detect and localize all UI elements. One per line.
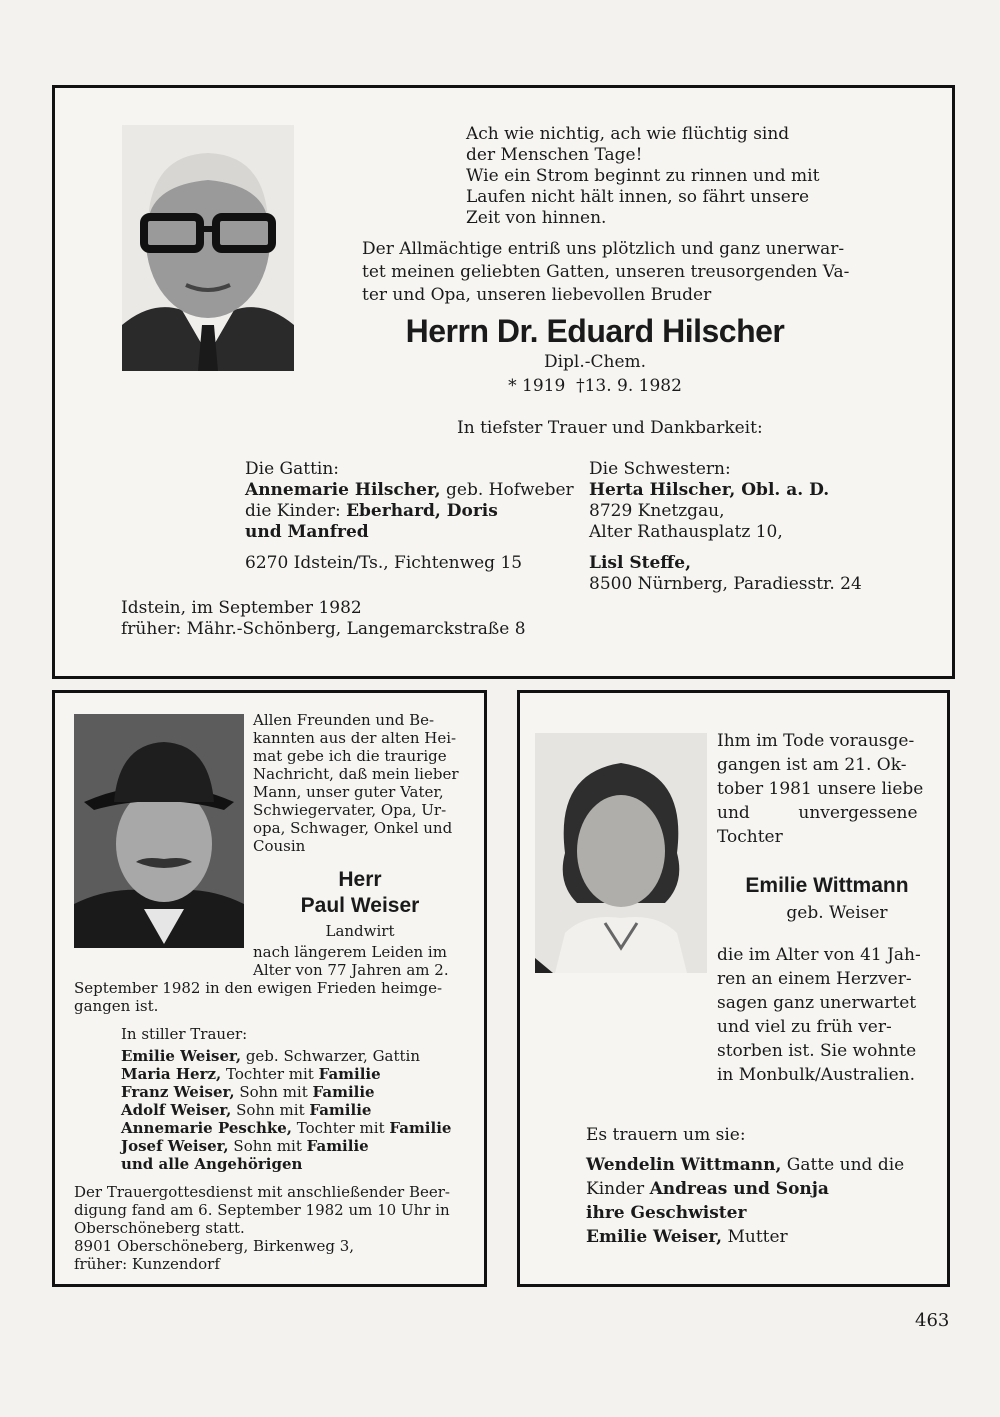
death-line: September 1982 in den ewigen Frieden heimge-	[74, 979, 443, 997]
death-text	[253, 943, 449, 979]
intro-line: mat gebe ich die traurige	[253, 747, 447, 765]
death-text	[717, 943, 921, 1087]
mourner-relation: Sohn mit	[231, 1101, 310, 1119]
mourner-relation: Mutter	[722, 1227, 788, 1247]
intro-line: Tochter	[717, 827, 783, 847]
mourner-name: und alle Angehörigen	[121, 1155, 303, 1173]
survivors-left	[245, 459, 574, 574]
page-number: 463	[915, 1310, 950, 1331]
verse	[466, 124, 819, 229]
survivor-line	[245, 501, 574, 522]
death-line: nach längerem Leiden im	[253, 943, 447, 961]
intro-line: tet meinen geliebten Gatten, unseren treusorgenden Va-	[362, 262, 850, 282]
deceased-name: Paul Weiser	[300, 894, 420, 917]
mourner	[121, 1083, 451, 1101]
survivor-name: Lisl Steffe,	[589, 553, 691, 573]
mourner	[586, 1177, 904, 1201]
intro-line: tober 1981 unsere liebe	[717, 779, 924, 799]
mourner-name: Emilie Weiser,	[586, 1227, 723, 1247]
survivors-right	[589, 459, 862, 595]
deceased-name: Herrn Dr. Eduard Hilscher	[405, 313, 785, 349]
mourning-line: In tiefster Trauer und Dankbarkeit:	[457, 418, 763, 438]
death-line: sagen ganz unerwartet	[717, 993, 917, 1013]
intro-line: und unvergessene	[717, 803, 918, 823]
intro-line: Allen Freunden und Be-	[253, 711, 435, 729]
death-line: gangen ist.	[74, 997, 159, 1015]
death-line: Alter von 77 Jahren am 2.	[253, 961, 449, 979]
place-date: Idstein, im September 1982	[121, 598, 362, 618]
survivor-detail: geb. Hofweber	[440, 480, 574, 500]
survivor-name: Eberhard, Doris	[346, 501, 498, 521]
intro-line: Schwiegervater, Opa, Ur-	[253, 801, 447, 819]
service-line: Oberschöneberg statt.	[74, 1219, 245, 1237]
mourner	[121, 1101, 451, 1119]
intro-text	[717, 729, 923, 849]
mourner-family: Familie	[309, 1101, 372, 1119]
obituary-paul-weiser	[52, 690, 487, 1287]
mourning-label: In stiller Trauer:	[121, 1025, 248, 1043]
mourner-name: Adolf Weiser,	[121, 1101, 232, 1119]
mourner-name: Emilie Weiser,	[121, 1047, 242, 1065]
mourner-relation: Gatte und die	[781, 1155, 905, 1175]
portrait-photo-emilie	[535, 733, 707, 973]
death-line: in Monbulk/Australien.	[717, 1065, 916, 1085]
address-line: 8500 Nürnberg, Paradiesstr. 24	[589, 574, 862, 594]
mourner-relation: Kinder	[586, 1179, 650, 1199]
mourner-family: Familie	[312, 1083, 375, 1101]
mourner-relation: Sohn mit	[228, 1137, 307, 1155]
mourner-relation: Sohn mit	[234, 1083, 313, 1101]
intro-line: opa, Schwager, Onkel und	[253, 819, 453, 837]
mourner-family: Familie	[389, 1119, 452, 1137]
survivor-label: die Kinder:	[245, 501, 347, 521]
mourner	[121, 1137, 451, 1155]
survivor-name: und Manfred	[245, 522, 369, 542]
survivor-label: Die Schwestern:	[589, 459, 731, 479]
mourner-family: Familie	[306, 1137, 369, 1155]
mourner-name: Andreas und Sonja	[649, 1179, 829, 1199]
intro-line: Ihm im Tode vorausge-	[717, 731, 915, 751]
death-text-full	[74, 979, 442, 1015]
mourner-relation: Tochter mit	[221, 1065, 319, 1083]
survivor-label: Die Gattin:	[245, 459, 340, 479]
mourning-label: Es trauern um sie:	[586, 1125, 746, 1145]
mourner	[586, 1153, 904, 1177]
footer	[121, 598, 526, 640]
mourner	[121, 1047, 451, 1065]
address-line: 8901 Oberschöneberg, Birkenweg 3,	[74, 1237, 355, 1255]
service-line: digung fand am 6. September 1982 um 10 Uhr in	[74, 1201, 450, 1219]
portrait-photo-paul	[74, 714, 244, 948]
mourner-name: Franz Weiser,	[121, 1083, 235, 1101]
mourner-family: Familie	[318, 1065, 381, 1083]
verse-line: Laufen nicht hält innen, so fährt unsere	[466, 187, 810, 207]
formerly: früher: Mähr.-Schönberg, Langemarckstraße 8	[121, 619, 526, 639]
death-line: storben ist. Sie wohnte	[717, 1041, 917, 1061]
death-line: die im Alter von 41 Jah-	[717, 945, 921, 965]
death-line: und viel zu früh ver-	[717, 1017, 892, 1037]
deceased-title: Dipl.-Chem.	[543, 352, 647, 372]
intro-line: Nachricht, daß mein lieber	[253, 765, 459, 783]
mourner-relation: geb. Schwarzer, Gattin	[241, 1047, 421, 1065]
intro-line: Der Allmächtige entriß uns plötzlich und ganz unerwar-	[362, 239, 845, 259]
mourners	[121, 1025, 451, 1173]
verse-line: Ach wie nichtig, ach wie flüchtig sind	[466, 124, 790, 144]
mourners	[586, 1123, 904, 1249]
obituary-emilie-wittmann	[517, 690, 950, 1287]
mourner-name: Josef Weiser,	[121, 1137, 229, 1155]
intro-line: Mann, unser guter Vater,	[253, 783, 444, 801]
mourner-name: ihre Geschwister	[586, 1203, 747, 1223]
mourner	[121, 1155, 451, 1173]
obituary-eduard-hilscher	[52, 85, 955, 679]
mourner	[121, 1065, 451, 1083]
address-line: 8729 Knetzgau,	[589, 501, 725, 521]
address: 6270 Idstein/Ts., Fichtenweg 15	[245, 553, 523, 573]
occupation: Landwirt	[325, 922, 395, 940]
mourner-name: Wendelin Wittmann,	[586, 1155, 782, 1175]
survivor-name: Herta Hilscher, Obl. a. D.	[589, 480, 830, 500]
intro-text	[362, 238, 849, 307]
deceased-name: Emilie Wittmann	[745, 874, 909, 897]
intro-line: gangen ist am 21. Ok-	[717, 755, 907, 775]
mourner-name: Annemarie Peschke,	[121, 1119, 293, 1137]
herr-label: Herr	[338, 868, 382, 891]
portrait-photo-eduard	[122, 125, 294, 371]
address-line: früher: Kunzendorf	[74, 1255, 220, 1273]
born-name: geb. Weiser	[786, 903, 888, 923]
intro-line: kannten aus der alten Hei-	[253, 729, 457, 747]
survivor-name: Annemarie Hilscher,	[245, 480, 441, 500]
service-text	[74, 1183, 450, 1273]
intro-text	[253, 711, 459, 855]
mourner-relation: Tochter mit	[292, 1119, 390, 1137]
mourner	[586, 1225, 904, 1249]
death-line: ren an einem Herzver-	[717, 969, 912, 989]
service-line: Der Trauergottesdienst mit anschließender Beer-	[74, 1183, 451, 1201]
verse-line: Wie ein Strom beginnt zu rinnen und mit	[466, 166, 820, 186]
mourner	[121, 1119, 451, 1137]
verse-line: der Menschen Tage!	[466, 145, 643, 165]
intro-line: Cousin	[253, 837, 306, 855]
survivor-line	[245, 480, 574, 501]
address-line: Alter Rathausplatz 10,	[589, 522, 783, 542]
life-dates: * 1919 †13. 9. 1982	[508, 376, 682, 396]
verse-line: Zeit von hinnen.	[466, 208, 607, 228]
intro-line: ter und Opa, unseren liebevollen Bruder	[362, 285, 712, 305]
mourner-name: Maria Herz,	[121, 1065, 222, 1083]
